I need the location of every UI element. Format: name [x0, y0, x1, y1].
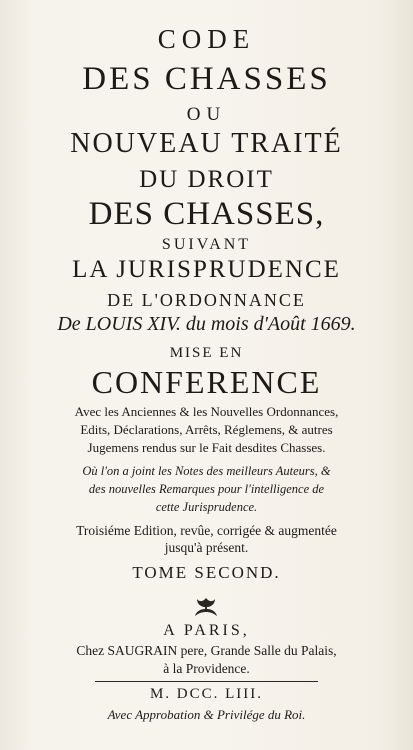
- title-line-louis-xiv: De LOUIS XIV. du mois d'Août 1669.: [57, 313, 356, 335]
- title-line-des-chasses-2: DES CHASSES,: [88, 196, 325, 232]
- fleuron-icon: [191, 596, 221, 618]
- title-line-anciennes: Avec les Anciennes & les Nouvelles Ordonnances,: [74, 404, 339, 419]
- title-line-suivant: SUIVANT: [161, 236, 252, 253]
- title-line-jurisprudence: LA JURISPRUDENCE: [72, 256, 341, 283]
- title-line-code: CODE: [157, 24, 256, 54]
- title-line-jurisprudence-2: cette Jurisprudence.: [155, 500, 258, 514]
- divider-rule: [95, 681, 318, 682]
- imprint-privilege: Avec Approbation & Privilége du Roi.: [107, 707, 306, 722]
- imprint-providence: à la Providence.: [163, 661, 250, 676]
- title-line-conference: CONFERENCE: [91, 364, 322, 400]
- imprint-year: M. DCC. LIII.: [149, 686, 264, 702]
- title-line-du-droit: DU DROIT: [139, 166, 274, 193]
- title-line-jugemens: Jugemens rendus sur le Fait desdites Chasses.: [87, 440, 326, 455]
- title-line-present: jusqu'à présent.: [164, 540, 249, 555]
- title-line-tome-second: TOME SECOND.: [132, 563, 281, 582]
- title-line-remarques: des nouvelles Remarques pour l'intelligence de: [88, 482, 325, 496]
- title-line-edits: Edits, Déclarations, Arrêts, Réglemens, & autres: [80, 422, 333, 437]
- title-line-ordonnance: DE L'ORDONNANCE: [107, 290, 306, 310]
- title-line-edition: Troisiéme Edition, revûe, corrigée & augmentée: [76, 523, 337, 538]
- title-line-notes: Où l'on a joint les Notes des meilleurs Auteurs, &: [82, 464, 331, 478]
- imprint-saugrain: Chez SAUGRAIN pere, Grande Salle du Palais,: [76, 643, 337, 658]
- title-line-nouveau-traite: NOUVEAU TRAITÉ: [70, 128, 343, 159]
- imprint-paris: A PARIS,: [163, 622, 250, 639]
- title-line-des-chasses: DES CHASSES: [82, 61, 331, 97]
- title-line-mise-en: MISE EN: [169, 345, 244, 361]
- title-line-ou: OU: [186, 104, 227, 125]
